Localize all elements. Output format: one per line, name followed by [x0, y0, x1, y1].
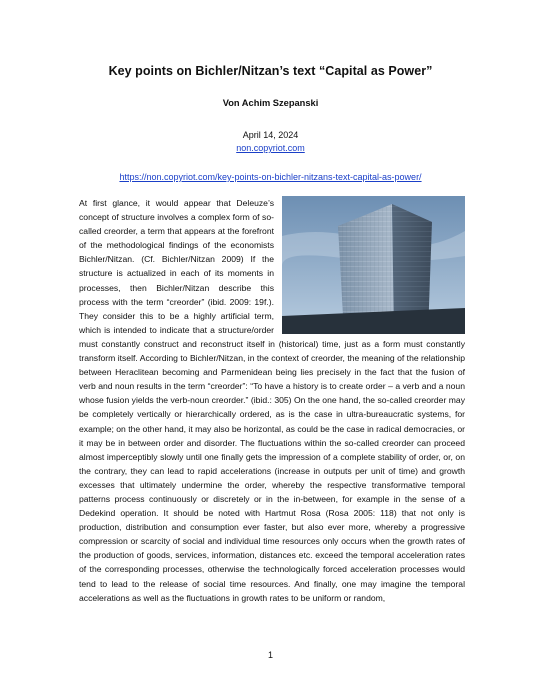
- body-text-block: [79, 196, 465, 605]
- body-paragraph: At first glance, it would appear that Deleuze’s concept of structure involves a complex form of so-called creorder, a term that appears at the forefront of the methodological findings of the economists Bichler/Nitzan. (Cf. Bichler/Nitzan 2009) If the structure is actualized in each of its moments in processes, then Bichler/Nitzan describe this process with the term “creorder” (ibid. 2009: 19f.). They consider this to be a highly artificial term, which is intended to indicate that a structure/order must constantly construct and reconstruct itself in (historical) time, just as a form must constantly transform itself. According to Bichler/Nitzan, in the context of creorder, the meaning of the relationship between Heraclitean becoming and Parmenidean being lies precisely in the fact that the fusion of verb and noun results in the term “creorder”: “To have a history is to create order – a verb and a noun whose fusion yields the verb-noun creorder.” (ibid.: 305) On the one hand, the so-called creorder may be completely vertically or hierarchically ordered, as is the case in ultra-bureaucratic systems, for example; on the other hand, it may also be horizontal, as could be the case in radical democracies, or it may be in between order and disorder. The fluctuations within the so-called creorder can proceed almost imperceptibly slowly until one finally gets the impression of a complete stability of order, or, on the contrary, they can lead to rapid accelerations (increase in outputs per unit of time) and growth excesses that ultimately undermine the order, whereby the respective transformative temporal patterns process continuously or discretely or in the in-between, for example in the sense of a Dedekind operation. It should be noted with Hartmut Rosa (Rosa 2005: 118) that not only is production, distribution and consumption ever faster, but also ever more, whereby a progressive compression or scarcity of social and individual time resources only occurs when the growth rates of the production of goods, services, information, distances etc. exceed the temporal acceleration rates of the corresponding processes, otherwise the technologically forced acceleration processes would tend to lead to the release of social time resources. And finally, one may imagine the temporal accelerations as well as the fluctuations in growth rates to be uniform or random,: [79, 198, 465, 603]
- site-link[interactable]: non.copyriot.com: [236, 143, 305, 153]
- publication-date: April 14, 2024: [242, 130, 299, 140]
- skyscraper-photo: [282, 196, 465, 334]
- author-line: Von Achim Szepanski: [222, 98, 319, 108]
- article-url-link[interactable]: https://non.copyriot.com/key-points-on-bichler-nitzans-text-capital-as-power/: [119, 172, 422, 182]
- document-title: Key points on Bichler/Nitzan’s text “Capital as Power”: [108, 64, 433, 78]
- page-number: 1: [267, 650, 273, 660]
